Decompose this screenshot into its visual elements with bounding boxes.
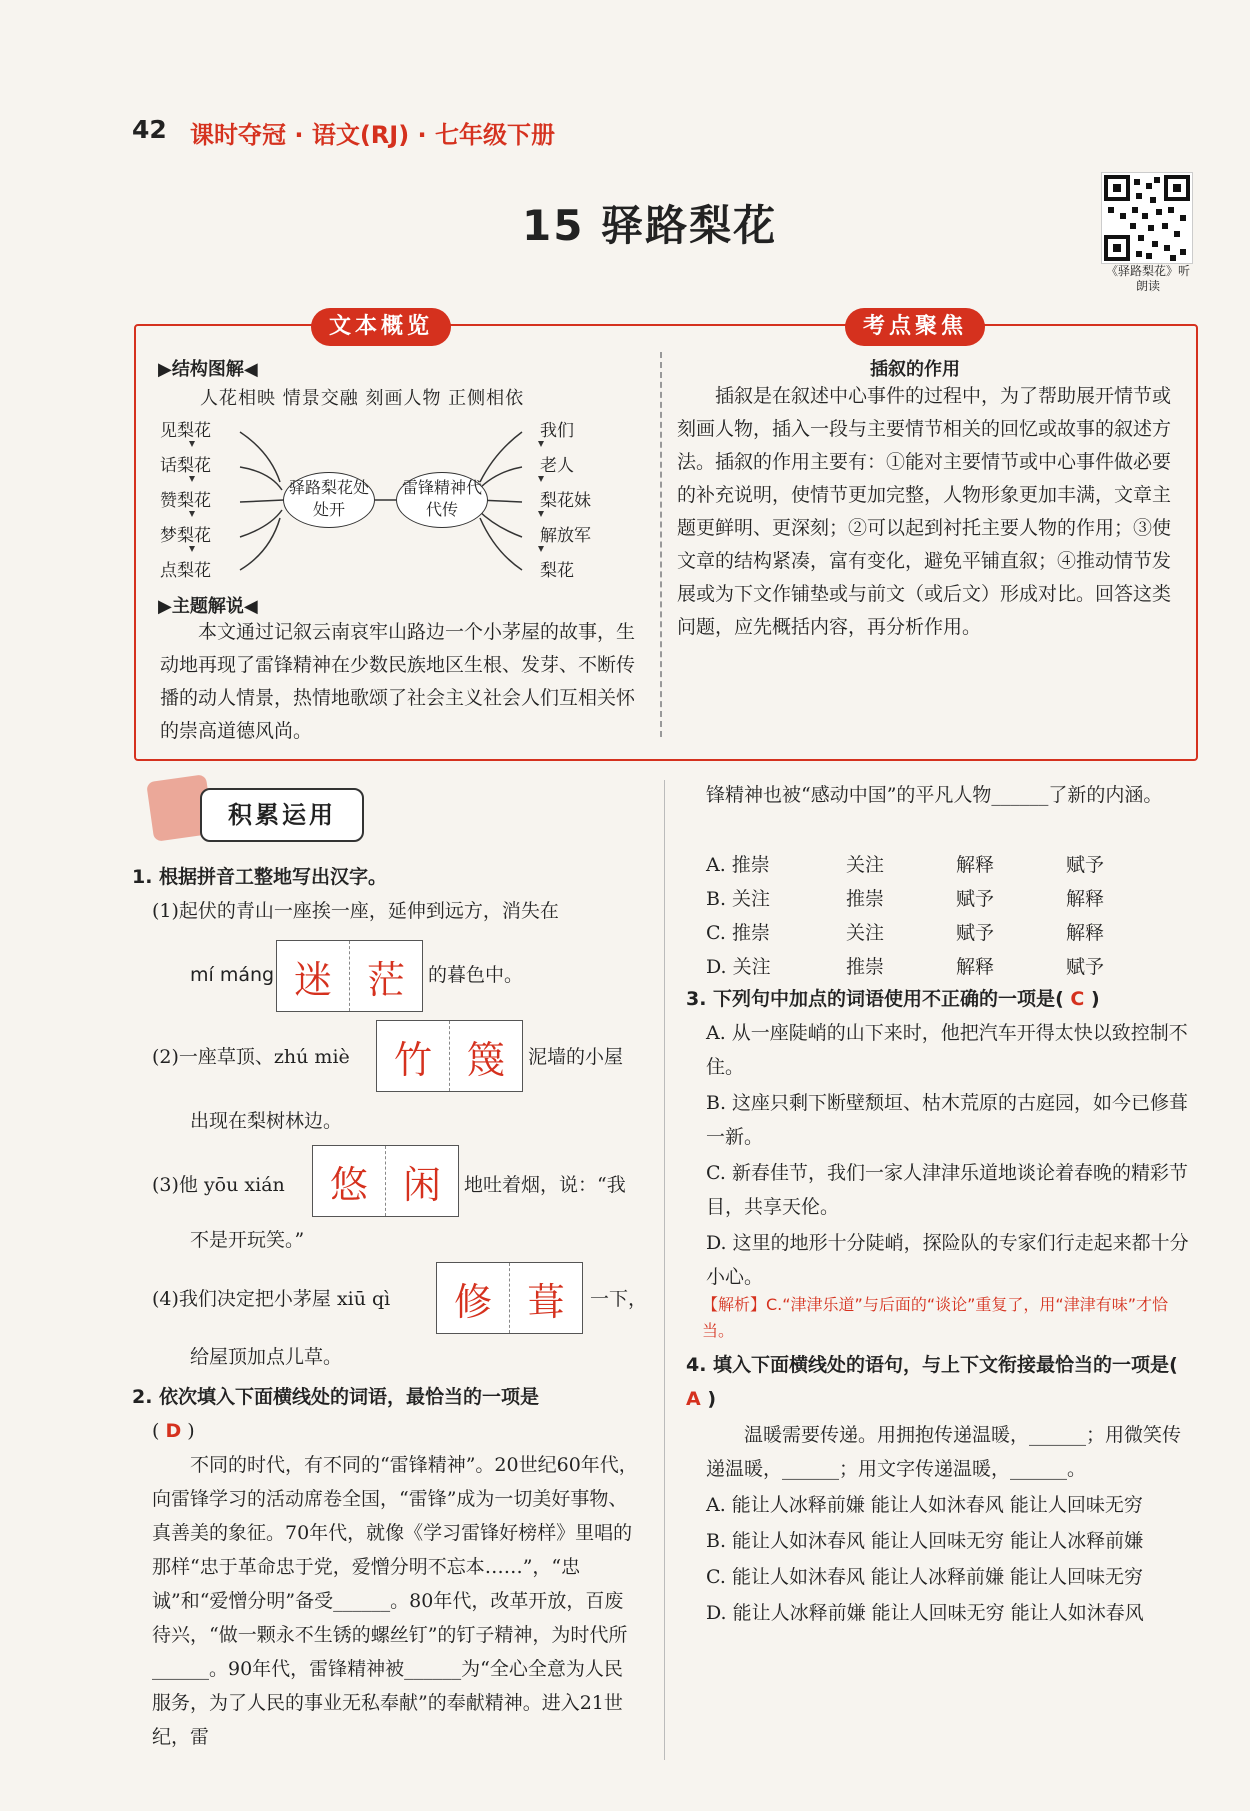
focus-text: 插叙是在叙述中心事件的过程中，为了帮助展开情节或刻画人物，插入一段与主要情节相关的回忆或故事的叙述方法。插叙的作用主要有：①能对主要情节或中心事件做必要的补充说明，使情节更加完整，人物形象更加丰满，文章主题更鲜明、更深刻；②可以起到衬托主要人物的作用；③使文章的结构紧凑，富有变化，避免平铺直叙；④推动情节发展或为下文作铺垫或与前文（或后文）形成对比。回答这类问题，应先概括内容，再分析作用。 xyxy=(677,385,1172,638)
q3-option-d[interactable]: D. 这里的地形十分陡峭，探险队的专家们行走起来都十分小心。 xyxy=(706,1232,1189,1288)
structure-heading: ▶结构图解◀ xyxy=(158,359,258,380)
q2-option-b[interactable] xyxy=(706,882,1194,916)
qr-caption: 《驿路梨花》听朗读 xyxy=(1106,264,1191,293)
center-node-right: 雷锋精神代代传 xyxy=(396,472,488,528)
q4-option-a[interactable]: A. 能让人冰释前嫌 能让人如沐春风 能让人回味无穷 xyxy=(706,1494,1143,1516)
q3-option-c[interactable]: C. 新春佳节，我们一家人津津乐道地谈论着春晚的精彩节目，共享天伦。 xyxy=(706,1162,1188,1218)
q1-p4-before: (4)我们决定把小茅屋 xiū qì xyxy=(152,1288,391,1310)
q4-option-c[interactable]: C. 能让人如沐春风 能让人冰释前嫌 能让人回味无穷 xyxy=(706,1566,1144,1588)
qr-code-icon xyxy=(1102,173,1192,263)
q1-p2-grid xyxy=(376,1020,523,1092)
q1-p1-after: 的暮色中。 xyxy=(428,964,524,986)
q1-stem: 1. 根据拼音工整地写出汉字。 xyxy=(132,866,388,888)
q3-analysis: 【解析】C.“津津乐道”与后面的“谈论”重复了，用“津津有味”才恰当。 xyxy=(702,1295,1168,1340)
q1-p3-grid xyxy=(312,1145,459,1217)
center-node-left: 驿路梨花处处开 xyxy=(283,472,375,528)
structure-subtitle: 人花相映 情景交融 刻画人物 正侧相依 xyxy=(200,388,525,409)
q4-stem-text: 4. 填入下面横线处的语句，与上下文衔接最恰当的一项是 xyxy=(686,1354,1170,1376)
q2-c-2: 关注 xyxy=(846,922,885,944)
q1-p2-char-1: 竹 xyxy=(377,1021,450,1091)
q4-passage: 温暖需要传递。用拥抱传递温暖，______；用微笑传递温暖，______；用文字传递温暖，______。 xyxy=(706,1424,1182,1480)
tab-focus: 考点聚焦 xyxy=(845,308,985,346)
q1-p3-before: (3)他 yōu xián xyxy=(152,1174,285,1196)
theme-text: 本文通过记叙云南哀牢山路边一个小茅屋的故事，生动地再现了雷锋精神在少数民族地区生根、发芽、不断传播的动人情景，热情地歌颂了社会主义社会人们互相关怀的崇高道德风尚。 xyxy=(160,621,636,742)
q1-p1-grid xyxy=(276,940,423,1012)
q2-a-1: A. 推崇 xyxy=(706,854,770,876)
q4-option-d[interactable]: D. 能让人冰释前嫌 能让人回味无穷 能让人如沐春风 xyxy=(706,1602,1144,1624)
theme-heading: ▶主题解说◀ xyxy=(158,596,258,617)
q1-p3-char-1: 悠 xyxy=(313,1146,386,1216)
chain-left-2: 话梨花 xyxy=(160,456,211,476)
q1-p3-line2: 不是开玩笑。” xyxy=(190,1229,305,1251)
q3-answer: C xyxy=(1070,988,1085,1010)
q1-p4-char-1: 修 xyxy=(437,1263,510,1333)
q2-b-3: 赋予 xyxy=(956,888,995,910)
q1-p1-char-1: 迷 xyxy=(277,941,350,1011)
section-title: 积累运用 xyxy=(200,788,364,842)
chain-right-5: 梨花 xyxy=(540,561,574,581)
book-title: 课时夺冠 · 语文(RJ) · 七年级下册 xyxy=(190,121,556,149)
q2-passage-cont: 锋精神也被“感动中国”的平凡人物______了新的内涵。 xyxy=(706,784,1163,806)
q2-b-1: B. 关注 xyxy=(706,888,771,910)
q3-stem-text: 3. 下列句中加点的词语使用不正确的一项是 xyxy=(686,988,1056,1010)
q1-p4-grid xyxy=(436,1262,583,1334)
q2-option-c[interactable] xyxy=(706,916,1194,950)
q2-d-3: 解释 xyxy=(956,956,995,978)
focus-heading: 插叙的作用 xyxy=(870,359,960,380)
q1-p4-char-2: 葺 xyxy=(526,1279,565,1324)
q1-p2-char-2: 篾 xyxy=(466,1037,505,1082)
page-number: 42 xyxy=(132,115,167,144)
q2-d-1: D. 关注 xyxy=(706,956,771,978)
q2-option-d[interactable] xyxy=(706,950,1194,984)
q2-stem: 2. 依次填入下面横线处的词语，最恰当的一项是 xyxy=(132,1386,540,1408)
q2-c-1: C. 推崇 xyxy=(706,922,770,944)
chain-right-2: 老人 xyxy=(540,456,574,476)
chain-left-1: 见梨花 xyxy=(160,421,211,441)
chain-right-4: 解放军 xyxy=(540,526,591,546)
q2-c-3: 赋予 xyxy=(956,922,995,944)
q1-p3-after: 地吐着烟，说：“我 xyxy=(464,1174,626,1196)
tab-text-overview: 文本概览 xyxy=(311,308,451,346)
chain-right-1: 我们 xyxy=(540,421,574,441)
q2-answer: ( D ) xyxy=(152,1420,195,1442)
chain-right-3: 梨花妹 xyxy=(540,491,591,511)
q2-d-4: 赋予 xyxy=(1066,956,1105,978)
q2-option-a[interactable] xyxy=(706,848,1194,882)
q4-option-b[interactable]: B. 能让人如沐春风 能让人回味无穷 能让人冰释前嫌 xyxy=(706,1530,1144,1552)
q1-p1-before: (1)起伏的青山一座挨一座，延伸到远方，消失在 xyxy=(152,900,559,922)
qr-code[interactable] xyxy=(1101,172,1193,264)
q3-option-a[interactable]: A. 从一座陡峭的山下来时，他把汽车开得太快以致控制不住。 xyxy=(706,1022,1188,1078)
q1-p2-line2: 出现在梨树林边。 xyxy=(190,1110,343,1132)
q2-d-2: 推崇 xyxy=(846,956,885,978)
chain-left-5: 点梨花 xyxy=(160,561,211,581)
q1-p4-line2: 给屋顶加点儿草。 xyxy=(190,1346,343,1368)
q3-stem: 3. 下列句中加点的词语使用不正确的一项是( C ) xyxy=(686,988,1100,1010)
q2-b-4: 解释 xyxy=(1066,888,1105,910)
q4-stem: 4. 填入下面横线处的语句，与上下文衔接最恰当的一项是( A ) xyxy=(686,1354,1178,1410)
chain-left-4: 梦梨花 xyxy=(160,526,211,546)
q2-a-3: 解释 xyxy=(956,854,995,876)
q1-p4-after: 一下， xyxy=(590,1288,648,1310)
q2-a-2: 关注 xyxy=(846,854,885,876)
q1-p1-char-2: 茫 xyxy=(366,957,405,1002)
q1-p2-before: (2)一座草顶、zhú miè xyxy=(152,1046,350,1068)
q2-a-4: 赋予 xyxy=(1066,854,1105,876)
q2-b-2: 推崇 xyxy=(846,888,885,910)
q2-c-4: 解释 xyxy=(1066,922,1105,944)
q1-p1-pinyin: mí máng xyxy=(190,964,275,986)
q4-answer: A xyxy=(686,1388,701,1410)
lesson-title: 15 驿路梨花 xyxy=(522,201,778,250)
q1-p2-after: 泥墙的小屋 xyxy=(528,1046,624,1068)
q1-p3-char-2: 闲 xyxy=(402,1162,441,1207)
column-divider xyxy=(664,780,665,1760)
overview-divider xyxy=(660,352,662,737)
chain-left-3: 赞梨花 xyxy=(160,491,211,511)
q2-passage: 不同的时代，有不同的“雷锋精神”。20世纪60年代，向雷锋学习的活动席卷全国，“雷锋”成为一切美好事物、真善美的象征。70年代，就像《学习雷锋好榜样》里唱的那样“忠于革命忠于党，爱憎分明不忘本……”，“忠诚”和“爱憎分明”备受______。80年代，改革开放，百废待兴，“做一颗永不生锈的螺丝钉”的钉子精神，为时代所______。90年代，雷锋精神被______为“全心全意为人民服务，为了人民的事业无私奉献”的奉献精神。进入21世纪，雷 xyxy=(152,1454,638,1748)
q2-answer-value: D xyxy=(165,1420,182,1442)
q3-option-b[interactable]: B. 这座只剩下断壁颓垣、枯木荒原的古庭园，如今已修葺一新。 xyxy=(706,1092,1189,1148)
